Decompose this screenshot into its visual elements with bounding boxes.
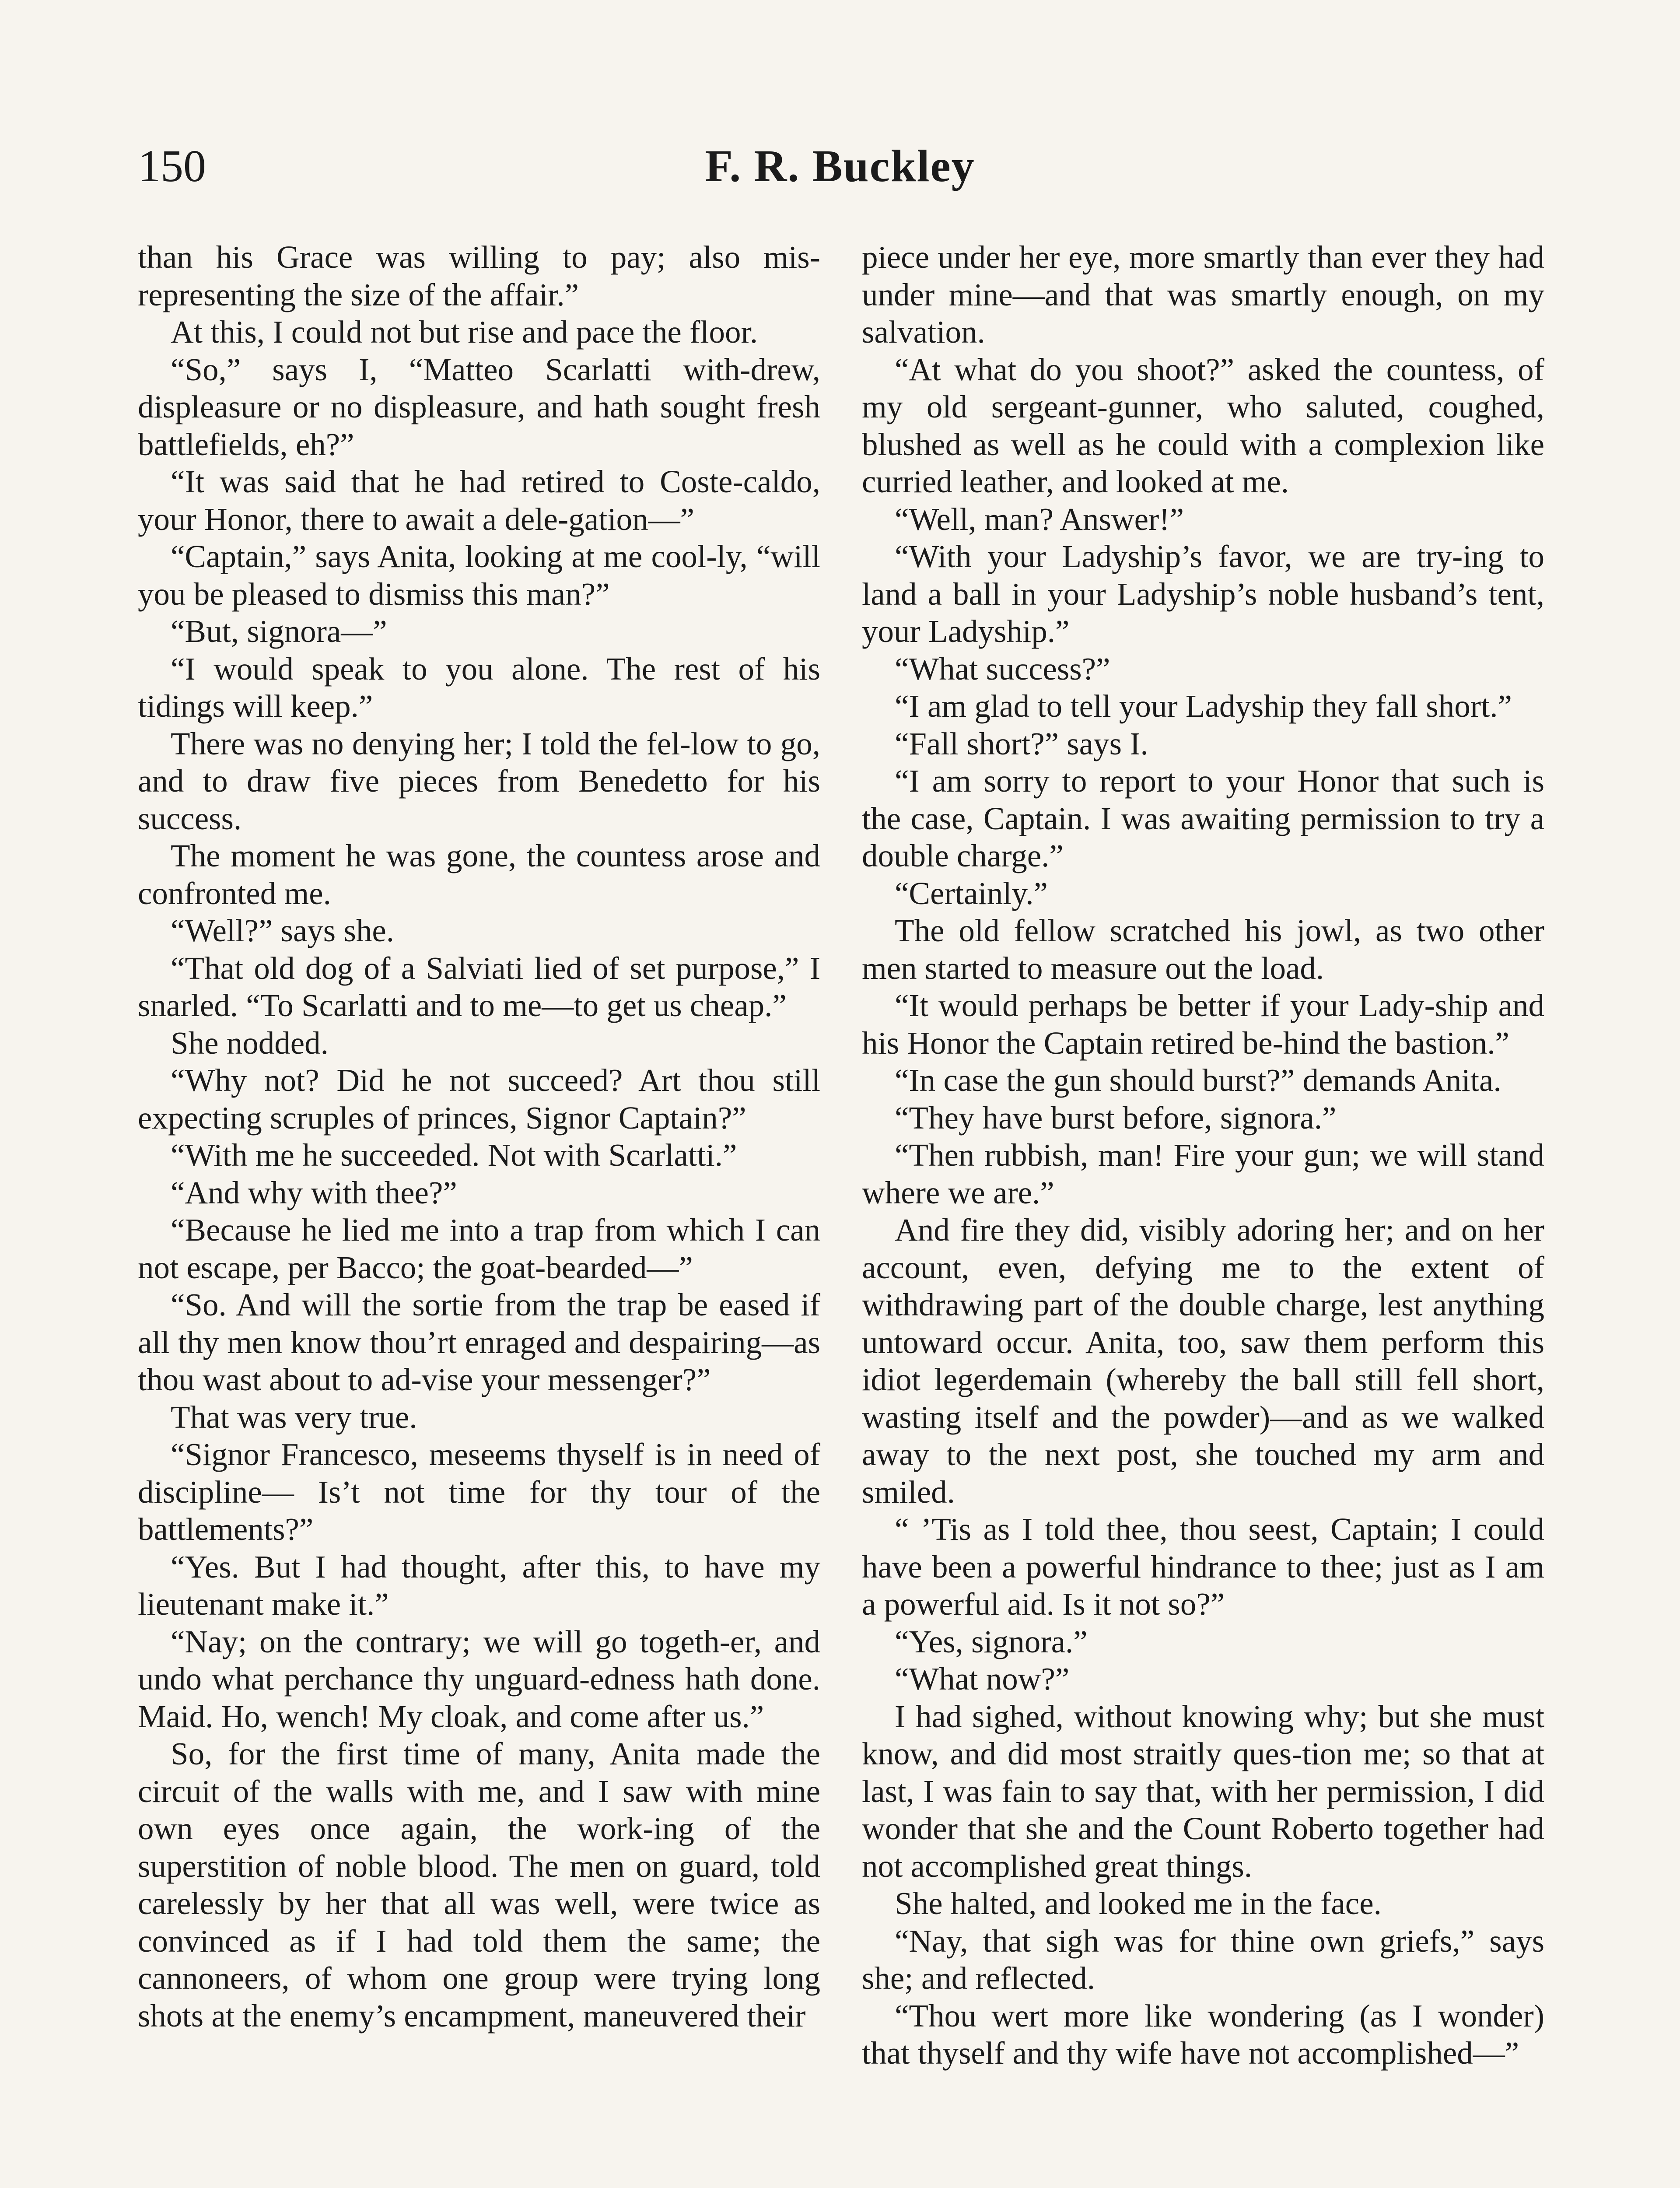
paragraph: “Well, man? Answer!” [895,501,1184,537]
paragraph: “In case the gun should burst?” demands Anita. [895,1062,1502,1098]
paragraph: “I am glad to tell your Ladyship they fall short.” [895,688,1512,724]
paragraph: “ ’Tis as I told thee, thou seest, Captain; I could have been a powerful hindrance to thee; just as I am a powerful aid. Is it not so?” [862,1511,1544,1622]
paragraph: And fire they did, visibly adoring her; and on her account, even, defying me to the extent of withdrawing part of the double charge, lest anything untoward occur. Anita, too, saw them perform this idiot legerdemain (whereby the ball still fell short, wasting itself and the powder)—and as we walked away to the next post, she touched my arm and smiled. [862,1212,1544,1510]
paragraph: “And why with thee?” [171,1175,457,1210]
paragraph: than his Grace was willing to pay; also mis-representing the size of the affair.” [138,239,820,312]
paragraph: “Yes. But I had thought, after this, to have my lieutenant make it.” [138,1549,820,1622]
paragraph: At this, I could not but rise and pace the floor. [171,314,758,350]
paragraph: “What now?” [895,1661,1070,1697]
paragraph: “Nay, that sigh was for thine own griefs,” says she; and reflected. [862,1923,1544,1996]
paragraph: She nodded. [171,1025,329,1061]
paragraph: “So. And will the sortie from the trap be eased if all thy men know thou’rt enraged and despairing—as thou wast about to ad-vise your messenger?” [138,1287,820,1397]
paragraph: “Well?” says she. [171,913,394,948]
paragraph: “So,” says I, “Matteo Scarlatti with-drew, displeasure or no displeasure, and hath sought fresh battlefields, eh?” [138,351,820,462]
left-text-column [138,238,820,2034]
paragraph: “I am sorry to report to your Honor that such is the case, Captain. I was awaiting permission to try a double charge.” [862,763,1544,873]
paragraph: The old fellow scratched his jowl, as two other men started to measure out the load. [862,913,1544,986]
paragraph: “But, signora—” [171,614,387,649]
page-header [138,138,1542,199]
paragraph: I had sighed, without knowing why; but she must know, and did most straitly ques-tion me; so that at last, I was fain to say that, with her permission, I did wonder that she and the Count Roberto together had not accomplished great things. [862,1698,1544,1884]
paragraph: “Signor Francesco, meseems thyself is in need of discipline— Is’t not time for thy tour of the battlements?” [138,1437,820,1547]
paragraph: “They have burst before, signora.” [895,1100,1337,1136]
paragraph: “With your Ladyship’s favor, we are try-ing to land a ball in your Ladyship’s noble husband’s tent, your Ladyship.” [862,539,1544,649]
paragraph: “At what do you shoot?” asked the countess, of my old sergeant-gunner, who saluted, coughed, blushed as well as he could with a complexion like curried leather, and looked at me. [862,351,1544,499]
paragraph: “Captain,” says Anita, looking at me cool-ly, “will you be pleased to dismiss this man?” [138,539,820,612]
paragraph: “I would speak to you alone. The rest of his tidings will keep.” [138,651,820,724]
paragraph: “Because he lied me into a trap from which I can not escape, per Bacco; the goat-bearded—” [138,1212,820,1285]
paragraph: “Yes, signora.” [895,1623,1088,1659]
paragraph: “Nay; on the contrary; we will go togeth-er, and undo what perchance thy unguard-edness hath done. Maid. Ho, wench! My cloak, and come after us.” [138,1623,820,1734]
paragraph: “Fall short?” says I. [895,726,1148,761]
paragraph: “Certainly.” [895,875,1048,911]
paragraph: That was very true. [171,1399,417,1435]
paragraph: “Why not? Did he not succeed? Art thou still expecting scruples of princes, Signor Captain?” [138,1062,820,1136]
paragraph: There was no denying her; I told the fel-low to go, and to draw five pieces from Benedetto for his success. [138,726,820,836]
paragraph: She halted, and looked me in the face. [895,1886,1382,1921]
page-number: 150 [138,141,206,191]
paragraph: So, for the first time of many, Anita made the circuit of the walls with me, and I saw with mine own eyes once again, the work-ing of the superstition of noble blood. The men on guard, told carelessly by her that all was well, were twice as convinced as if I had told them the same; the cannoneers, of whom one group were trying long shots at the enemy’s encampment, maneuvered their [138,1736,820,2034]
paragraph: “Then rubbish, man! Fire your gun; we will stand where we are.” [862,1137,1544,1210]
right-text-column [862,238,1544,2072]
paragraph: “What success?” [895,651,1110,687]
paragraph: “Thou wert more like wondering (as I wonder) that thyself and thy wife have not accomplished—” [862,1998,1544,2071]
paragraph: piece under her eye, more smartly than ever they had under mine—and that was smartly enough, on my salvation. [862,239,1544,350]
paragraph: “It would perhaps be better if your Lady-ship and his Honor the Captain retired be-hind the bastion.” [862,988,1544,1061]
paragraph: The moment he was gone, the countess arose and confronted me. [138,838,820,911]
paragraph: “With me he succeeded. Not with Scarlatti.” [171,1137,737,1173]
paragraph: “That old dog of a Salviati lied of set purpose,” I snarled. “To Scarlatti and to me—to get us cheap.” [138,950,820,1023]
paragraph: “It was said that he had retired to Coste-caldo, your Honor, there to await a dele-gation—” [138,464,820,537]
running-head-author: F. R. Buckley [705,141,975,191]
